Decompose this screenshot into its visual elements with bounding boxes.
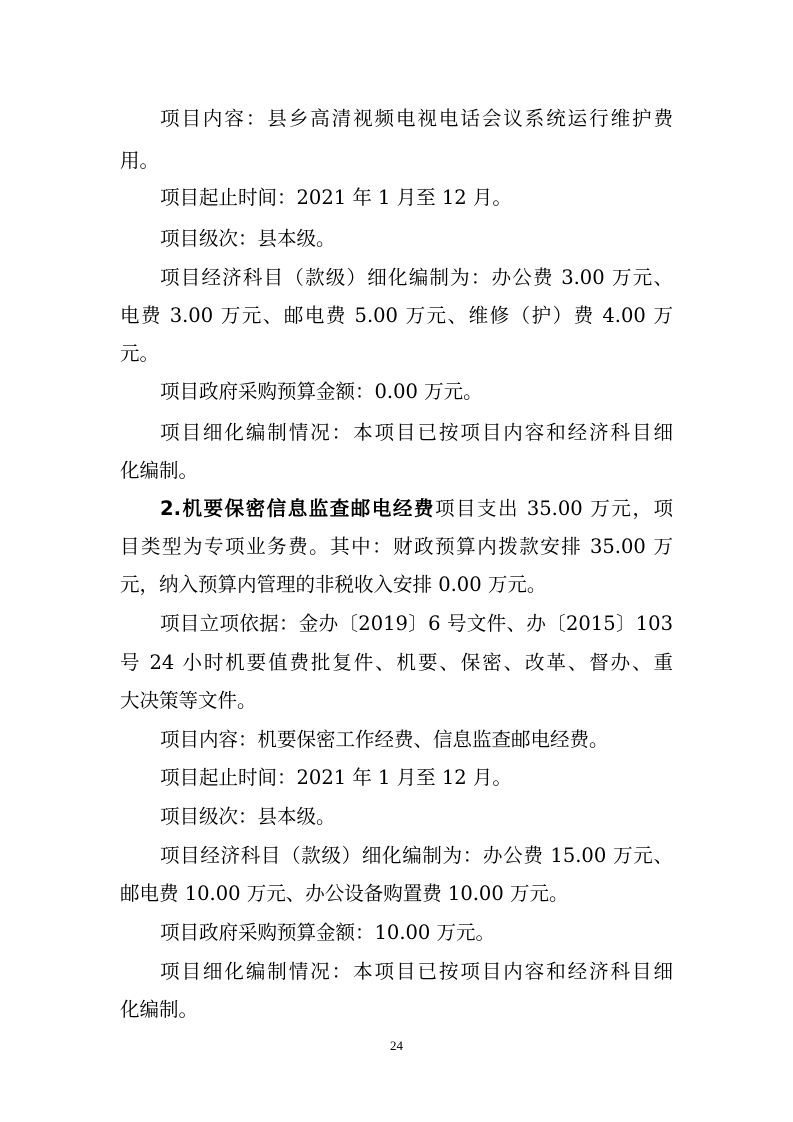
page-number: 24 [390,1038,403,1053]
paragraph-text: 电费 3.00 万元、邮电费 5.00 万元、维修（护）费 4.00 万 [120,304,673,327]
paragraph-text: 项目起止时间：2021 年 1 月至 12 月。 [160,186,512,209]
paragraph-text: 项目立项依据：金办〔2019〕6 号文件、办〔2015〕103 [160,612,673,635]
section-heading-line [160,496,673,522]
paragraph-text: 元。 [120,342,160,365]
paragraph-text: 元，纳入预算内管理的非税收入安排 0.00 万元。 [120,573,547,596]
paragraph-text: 项目细化编制情况：本项目已按项目内容和经济科目细 [160,960,673,983]
paragraph-text: 项目政府采购预算金额：0.00 万元。 [160,380,483,403]
paragraph-text: 项目细化编制情况：本项目已按项目内容和经济科目细 [160,421,673,444]
paragraph-text: 项目支出 35.00 万元，项 [434,497,673,520]
paragraph-text: 项目经济科目（款级）细化编制为：办公费 15.00 万元、 [160,844,673,867]
paragraph-text: 化编制。 [120,459,199,482]
paragraph-text: 项目内容：机要保密工作经费、信息监查邮电经费。 [160,728,609,751]
section-heading: 2.机要保密信息监查邮电经费 [160,497,435,520]
paragraph-text: 项目经济科目（款级）细化编制为：办公费 3.00 万元、 [160,266,673,289]
paragraph-text: 用。 [120,149,160,172]
paragraph-text: 项目政府采购预算金额：10.00 万元。 [160,921,496,944]
paragraph-text: 邮电费 10.00 万元、办公设备购置费 10.00 万元。 [120,882,569,905]
paragraph-text: 大决策等文件。 [120,689,257,712]
paragraph-text: 化编制。 [120,998,199,1021]
paragraph-text: 项目内容：县乡高清视频电视电话会议系统运行维护费 [160,107,673,130]
paragraph-text: 号 24 小时机要值费批复件、机要、保密、改革、督办、重 [120,651,673,674]
paragraph-text: 项目级次：县本级。 [160,805,336,828]
paragraph-text: 项目起止时间：2021 年 1 月至 12 月。 [160,766,512,789]
paragraph-text: 项目级次：县本级。 [160,227,336,250]
paragraph-text: 目类型为专项业务费。其中：财政预算内拨款安排 35.00 万 [120,535,673,558]
